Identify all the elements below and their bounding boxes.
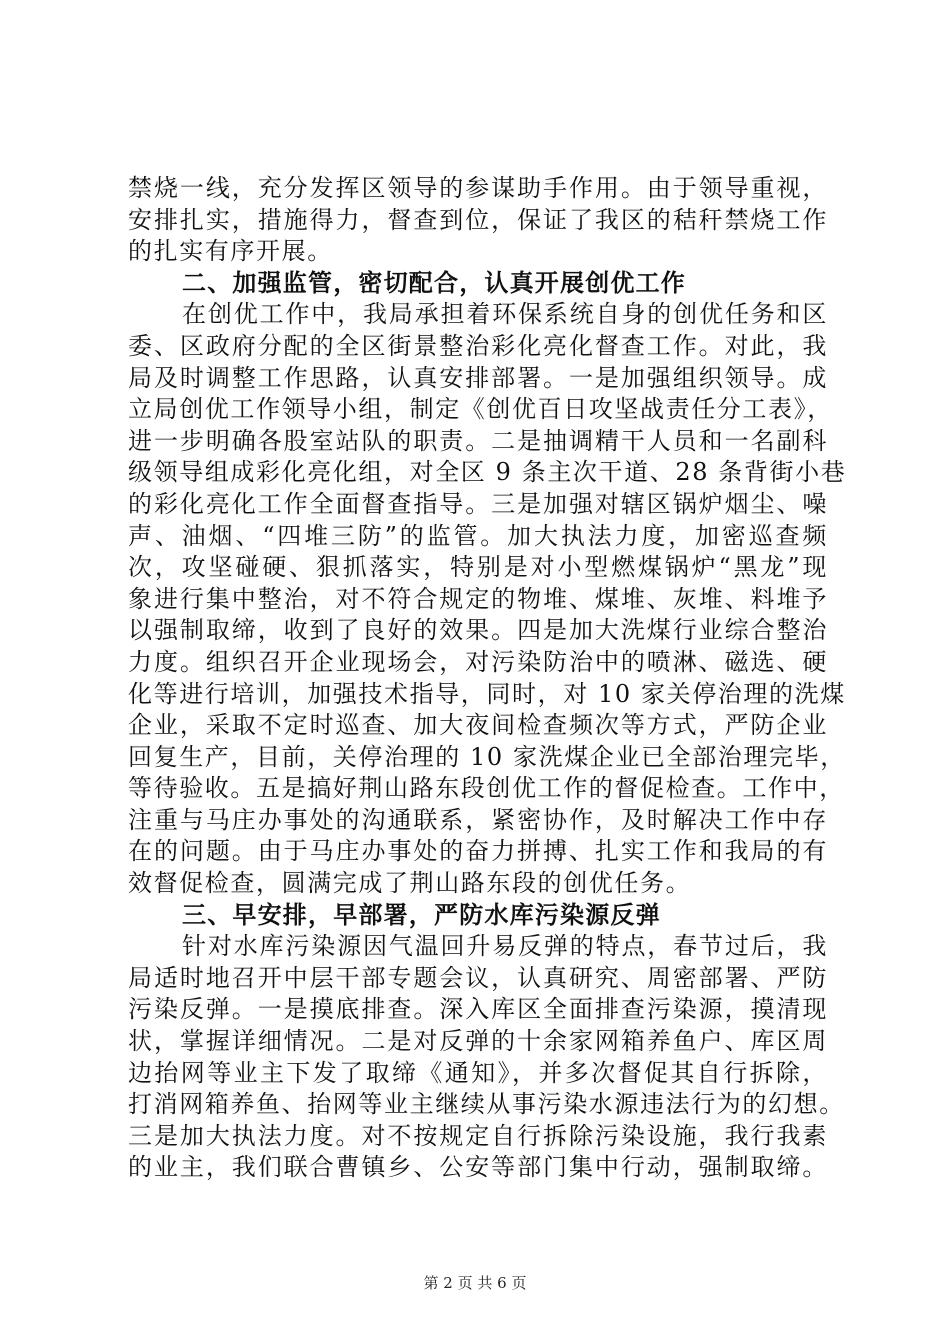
paragraph-line: 边抬网等业主下发了取缔《通知》，并多次督促其自行拆除， bbox=[128, 1058, 828, 1087]
paragraph-line: 进一步明确各股室站队的职责。二是抽调精干人员和一名副科 bbox=[128, 426, 828, 455]
paragraph-line: 注重与马庄办事处的沟通联系，紧密协作，及时解决工作中存 bbox=[128, 805, 828, 834]
paragraph-first-line: 针对水库污染源因气温回升易反弹的特点，春节过后，我 bbox=[182, 932, 828, 961]
paragraph-line: 的彩化亮化工作全面督查指导。三是加强对辖区锅炉烟尘、噪 bbox=[128, 489, 828, 518]
paragraph-line: 声、油烟、“四堆三防”的监管。加大执法力度，加密巡查频 bbox=[128, 521, 828, 550]
paragraph-line: 企业，采取不定时巡查、加大夜间检查频次等方式，严防企业 bbox=[128, 711, 828, 740]
paragraph-line: 的业主，我们联合曹镇乡、公安等部门集中行动，强制取缔。 bbox=[128, 1153, 828, 1182]
paragraph-first-line: 在创优工作中，我局承担着环保系统自身的创优任务和区 bbox=[182, 300, 828, 329]
paragraph-last-line: 的扎实有序开展。 bbox=[128, 237, 333, 266]
paragraph-line: 回复生产，目前，关停治理的 10 家洗煤企业已全部治理完毕， bbox=[128, 742, 846, 771]
paragraph-line: 力度。组织召开企业现场会，对污染防治中的喷淋、磁选、硬 bbox=[128, 647, 828, 676]
section-heading: 二、加强监管，密切配合，认真开展创优工作 bbox=[182, 268, 686, 297]
paragraph-line: 以强制取缔，收到了良好的效果。四是加大洗煤行业综合整治 bbox=[128, 616, 828, 645]
paragraph-line: 次，攻坚碰硬、狠抓落实，特别是对小型燃煤锅炉“黑龙”现 bbox=[128, 553, 828, 582]
paragraph-line: 三是加大执法力度。对不按规定自行拆除污染设施，我行我素 bbox=[128, 1121, 828, 1150]
document-body bbox=[128, 173, 847, 1184]
section-heading: 三、早安排，早部署，严防水库污染源反弹 bbox=[182, 900, 661, 929]
paragraph-line: 局适时地召开中层干部专题会议，认真研究、周密部署、严防 bbox=[128, 963, 828, 992]
paragraph-line: 安排扎实，措施得力，督查到位，保证了我区的秸秆禁烧工作 bbox=[128, 205, 828, 234]
paragraph-line: 象进行集中整治，对不符合规定的物堆、煤堆、灰堆、料堆予 bbox=[128, 584, 828, 613]
paragraph-last-line: 效督促检查，圆满完成了荆山路东段的创优任务。 bbox=[128, 869, 692, 898]
paragraph-line: 等待验收。五是搞好荆山路东段创优工作的督促检查。工作中， bbox=[128, 774, 845, 803]
paragraph-line: 在的问题。由于马庄办事处的奋力拼搏、扎实工作和我局的有 bbox=[128, 837, 828, 866]
paragraph-line: 打消网箱养鱼、抬网等业主继续从事污染水源违法行为的幻想。 bbox=[128, 1090, 845, 1119]
paragraph-line: 化等进行培训，加强技术指导，同时，对 10 家关停治理的洗煤 bbox=[128, 679, 846, 708]
paragraph-line: 污染反弹。一是摸底排查。深入库区全面排查污染源，摸清现 bbox=[128, 995, 828, 1024]
page-footer: 第 2 页 共 6 页 bbox=[423, 1274, 527, 1292]
paragraph-line: 级领导组成彩化亮化组，对全区 9 条主次干道、28 条背街小巷 bbox=[128, 458, 847, 487]
paragraph-line: 立局创优工作领导小组，制定《创优百日攻坚战责任分工表》， bbox=[128, 395, 833, 424]
paragraph-line: 局及时调整工作思路，认真安排部署。一是加强组织领导。成 bbox=[128, 363, 828, 392]
paragraph-line: 委、区政府分配的全区街景整治彩化亮化督查工作。对此，我 bbox=[128, 331, 828, 360]
paragraph-line: 禁烧一线，充分发挥区领导的参谋助手作用。由于领导重视， bbox=[128, 174, 828, 202]
paragraph-line: 状，掌握详细情况。二是对反弹的十余家网箱养鱼户、库区周 bbox=[128, 1027, 828, 1056]
